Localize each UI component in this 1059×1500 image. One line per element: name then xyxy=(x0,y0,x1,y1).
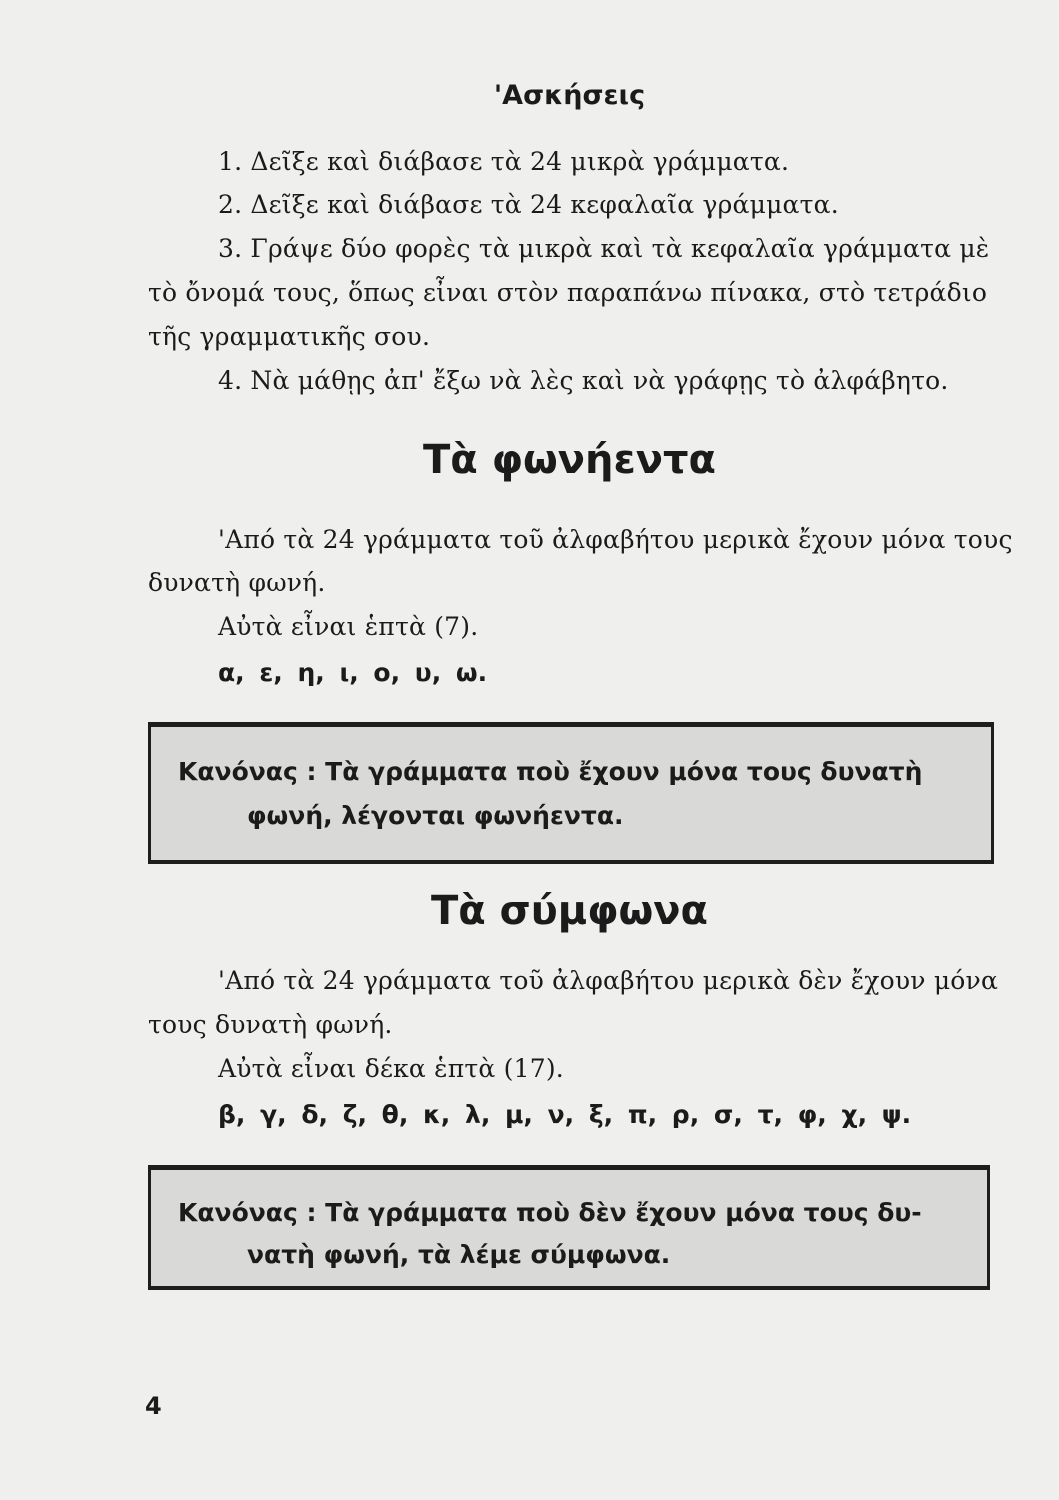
exercise-line-1: 1. Δεῖξε καὶ διάβασε τὰ 24 μικρὰ γράμματα. xyxy=(218,147,790,176)
page-number: 4 xyxy=(145,1392,162,1420)
consonants-line-2: τους δυνατὴ φωνή. xyxy=(148,1010,393,1039)
vowel-letters: α, ε, η, ι, ο, υ, ω. xyxy=(218,658,488,687)
consonant-letters: β, γ, δ, ζ, θ, κ, λ, μ, ν, ξ, π, ρ, σ, τ, φ, χ, ψ. xyxy=(218,1100,912,1129)
consonants-rule-box xyxy=(148,1165,990,1290)
vowels-line-2: δυνατὴ φωνή. xyxy=(148,568,326,597)
vowels-rule-line-2: φωνή, λέγονται φωνήεντα. xyxy=(247,801,624,830)
exercise-line-3: 3. Γράψε δύο φορὲς τὰ μικρὰ καὶ τὰ κεφαλαῖα γράμματα μὲ xyxy=(218,234,990,263)
consonants-rule-line-2: νατὴ φωνή, τὰ λέμε σύμφωνα. xyxy=(247,1240,671,1269)
exercise-line-3-cont-2: τῆς γραμματικῆς σου. xyxy=(148,322,431,351)
exercises-heading: 'Ασκήσεις xyxy=(493,80,646,111)
consonants-rule-line-1: Κανόνας : Τὰ γράμματα ποὺ δὲν ἔχουν μόνα τους δυ- xyxy=(178,1198,922,1227)
vowels-rule-line-1: Κανόνας : Τὰ γράμματα ποὺ ἔχουν μόνα τους δυνατὴ xyxy=(178,757,923,786)
exercise-line-3-cont-1: τὸ ὄνομά τους, ὅπως εἶναι στὸν παραπάνω πίνακα, στὸ τετράδιο xyxy=(148,278,988,307)
exercise-line-4: 4. Νὰ μάθῃς ἀπ' ἔξω νὰ λὲς καὶ νὰ γράφῃς τὸ ἀλφάβητο. xyxy=(218,366,949,395)
exercise-line-2: 2. Δεῖξε καὶ διάβασε τὰ 24 κεφαλαῖα γράμματα. xyxy=(218,190,839,219)
vowels-title: Τὰ φωνήεντα xyxy=(423,437,716,483)
consonants-title: Τὰ σύμφωνα xyxy=(430,888,709,934)
consonants-line-1: 'Από τὰ 24 γράμματα τοῦ ἀλφαβήτου μερικὰ δὲν ἔχουν μόνα xyxy=(218,966,999,995)
vowels-line-1: 'Από τὰ 24 γράμματα τοῦ ἀλφαβήτου μερικὰ ἔχουν μόνα τους xyxy=(218,525,1013,554)
consonants-line-3: Αὐτὰ εἶναι δέκα ἑπτὰ (17). xyxy=(218,1054,564,1083)
vowels-line-3: Αὐτὰ εἶναι ἑπτὰ (7). xyxy=(218,612,479,641)
vowels-rule-box xyxy=(148,722,994,864)
